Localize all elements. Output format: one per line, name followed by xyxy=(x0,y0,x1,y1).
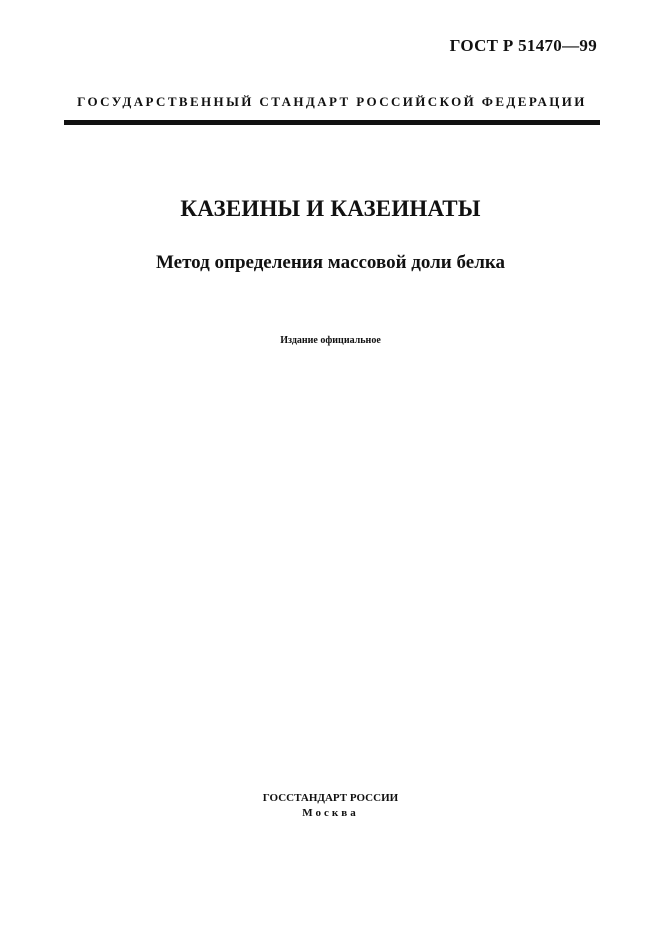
document-title: КАЗЕИНЫ И КАЗЕИНАТЫ xyxy=(180,196,481,221)
publisher-name: ГОССТАНДАРТ РОССИИ xyxy=(262,792,399,804)
header-divider xyxy=(64,120,600,125)
document-subtitle: Метод определения массовой доли белка xyxy=(155,252,506,273)
publisher-city: Москва xyxy=(302,807,359,819)
standard-header: ГОСУДАРСТВЕННЫЙ СТАНДАРТ РОССИЙСКОЙ ФЕДЕРАЦИИ xyxy=(77,94,587,109)
edition-label: Издание официальное xyxy=(280,335,381,346)
standard-number: ГОСТ Р 51470—99 xyxy=(449,36,597,55)
